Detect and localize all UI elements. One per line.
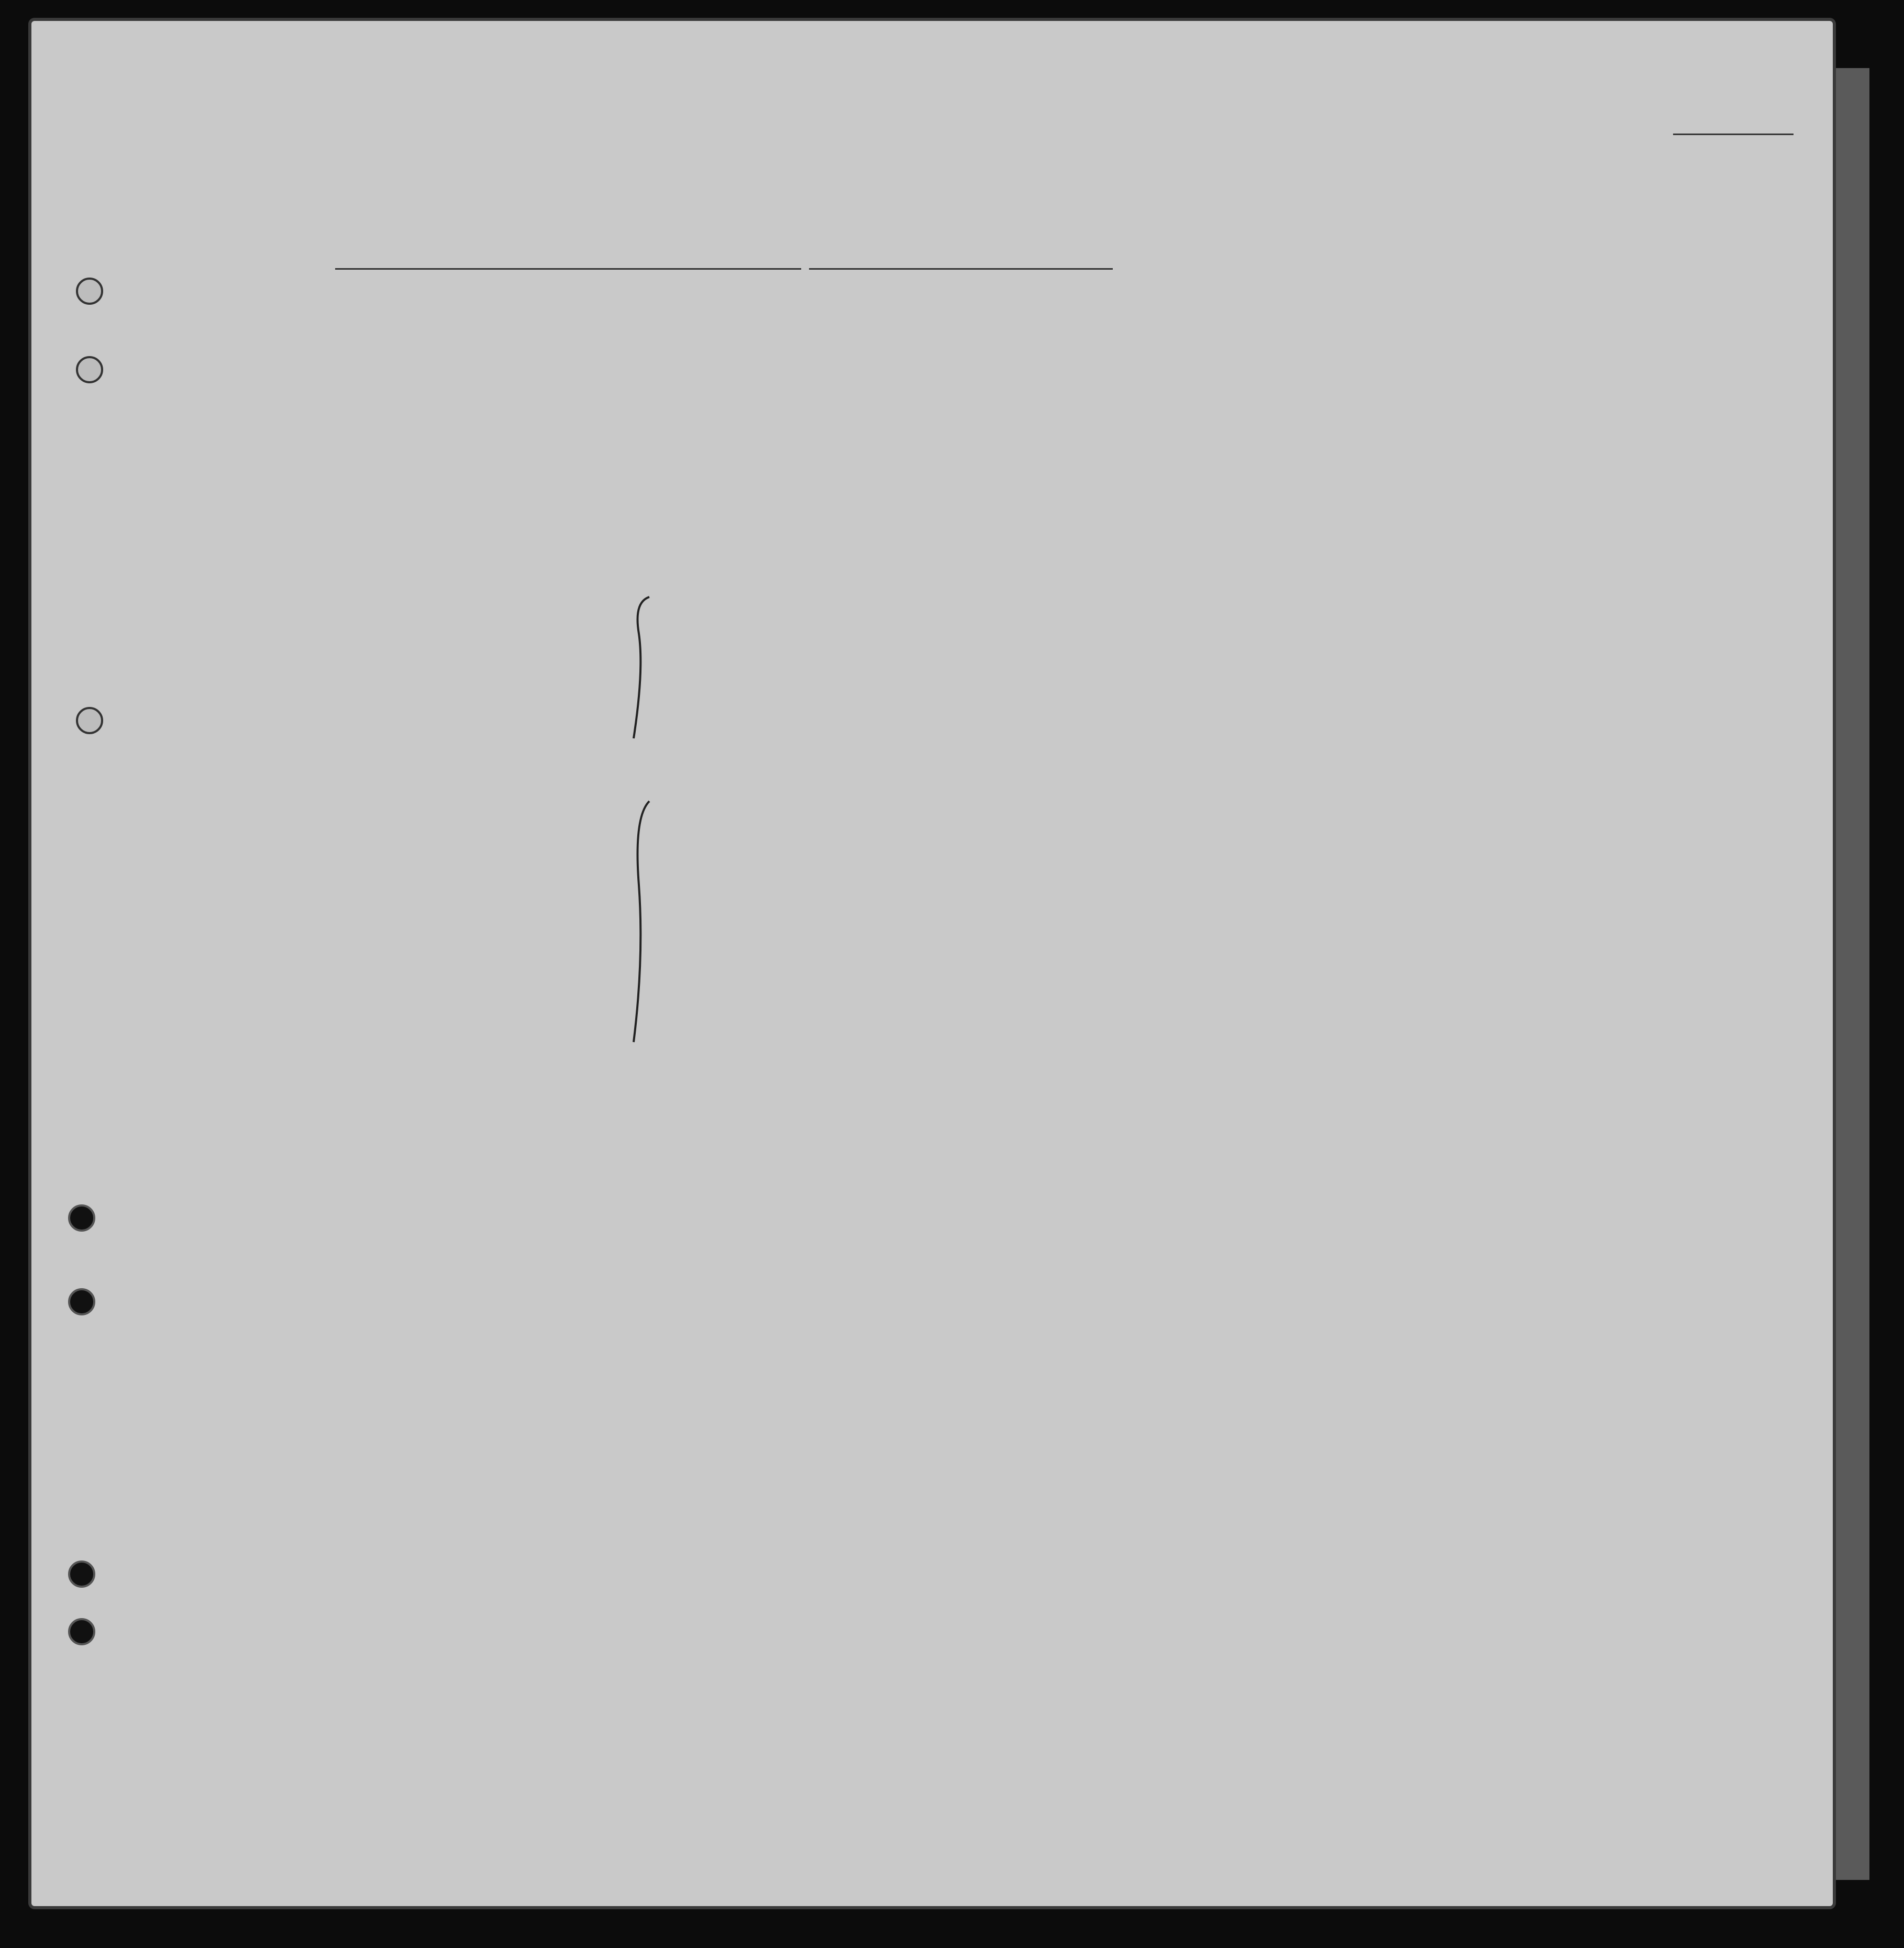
binder-hole xyxy=(68,1288,95,1315)
page-edge-stack xyxy=(1833,68,1869,1880)
binder-hole xyxy=(68,1204,95,1232)
handwritten-braces xyxy=(618,592,681,1053)
binder-hole xyxy=(68,1618,95,1645)
binder-hole xyxy=(68,1560,95,1588)
manifest-sheet xyxy=(31,21,1833,1906)
list-underline xyxy=(1673,134,1794,135)
port-underline xyxy=(335,268,801,270)
binder-hole xyxy=(76,278,103,305)
binder-hole xyxy=(76,707,103,734)
binder-hole xyxy=(76,356,103,383)
date-underline xyxy=(809,268,1113,270)
